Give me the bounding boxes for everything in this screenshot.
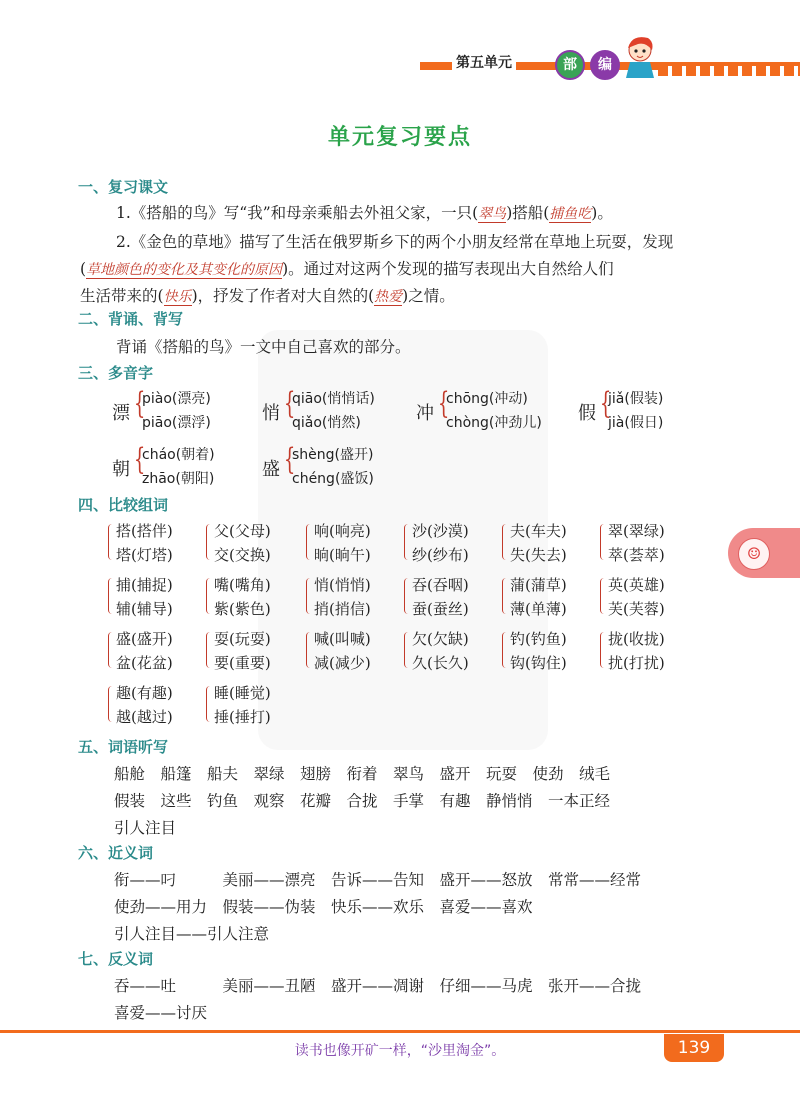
compare-word: 盛(盛开): [116, 630, 173, 648]
compare-word: 拢(收拢): [608, 630, 665, 648]
compare-word: 失(失去): [510, 546, 567, 564]
section-polyphones: 三、多音字: [78, 364, 154, 382]
brace-icon: [502, 524, 508, 560]
compare-word: 沙(沙漠): [412, 522, 469, 540]
compare-word: 钓(钓鱼): [510, 630, 567, 648]
section-synonyms: 六、近义词: [78, 844, 154, 862]
compare-word: 趣(有趣): [116, 684, 173, 702]
brace-icon: [502, 578, 508, 614]
polyphone-char: 朝: [112, 459, 130, 480]
cartoon-face-icon: ☺: [738, 538, 770, 570]
compare-word: 捕(捕捉): [116, 576, 173, 594]
review-line-4: 生活带来的(快乐)，抒发了作者对大自然的(热爱)之情。: [80, 287, 455, 305]
edition-chip-1: 部: [555, 50, 585, 80]
edition-chip-2: 编: [590, 50, 620, 80]
brace-icon: [404, 578, 410, 614]
brace-icon: [306, 578, 312, 614]
brace-icon: [306, 632, 312, 668]
polyphone-char: 悄: [262, 403, 280, 424]
brace-icon: [600, 524, 606, 560]
polyphone-reading: cháo(朝着): [142, 447, 215, 463]
recite-text: 背诵《搭船的鸟》一文中自己喜欢的部分。: [116, 338, 411, 356]
compare-word: 搭(搭伴): [116, 522, 173, 540]
polyphone-reading: chōng(冲动): [446, 391, 528, 407]
polyphone-reading: zhāo(朝阳): [142, 471, 215, 487]
brace-icon: [600, 632, 606, 668]
polyphone-reading: qiǎo(悄然): [292, 415, 361, 431]
compare-word: 欠(欠缺): [412, 630, 469, 648]
polyphone-reading: qiāo(悄悄话): [292, 391, 375, 407]
brace-icon: [306, 524, 312, 560]
polyphone-char: 冲: [416, 403, 434, 424]
dictation-line-2: 假装 这些 钓鱼 观察 花瓣 合拢 手掌 有趣 静悄悄 一本正经: [114, 792, 611, 810]
polyphone-reading: piào(漂亮): [142, 391, 211, 407]
compare-word: 久(长久): [412, 654, 469, 672]
compare-word: 喊(叫喊): [314, 630, 371, 648]
compare-word: 萃(荟萃): [608, 546, 665, 564]
polyphone-reading: chéng(盛饭): [292, 471, 374, 487]
compare-word: 芙(芙蓉): [608, 600, 665, 618]
brace-icon: [404, 524, 410, 560]
compare-word: 捶(捶打): [214, 708, 271, 726]
compare-word: 睡(睡觉): [214, 684, 271, 702]
brace-icon: {: [133, 386, 146, 421]
section-recite: 二、背诵、背写: [78, 310, 184, 328]
polyphone-char: 假: [578, 403, 596, 424]
section-dictation: 五、词语听写: [78, 738, 169, 756]
brace-icon: [108, 524, 114, 560]
compare-word: 翠(翠绿): [608, 522, 665, 540]
brace-icon: [108, 686, 114, 722]
compare-word: 盆(花盆): [116, 654, 173, 672]
footer-motto: 读书也像开矿一样，“沙里淘金”。: [294, 1043, 506, 1059]
compare-word: 父(父母): [214, 522, 271, 540]
review-line-2: 2.《金色的草地》描写了生活在俄罗斯乡下的两个小朋友经常在草地上玩耍，发现: [116, 233, 674, 251]
compare-word: 吞(吞咽): [412, 576, 469, 594]
compare-word: 紫(紫色): [214, 600, 271, 618]
compare-word: 辅(辅导): [116, 600, 173, 618]
compare-word: 钩(钩住): [510, 654, 567, 672]
synonym-line-3: 引人注目——引人注意: [114, 925, 270, 943]
compare-word: 减(减少): [314, 654, 371, 672]
unit-label: 第五单元: [452, 52, 516, 72]
brace-icon: [206, 578, 212, 614]
compare-word: 扰(打扰): [608, 654, 665, 672]
compare-word: 耍(玩耍): [214, 630, 271, 648]
review-line-1: 1.《搭船的鸟》写“我”和母亲乘船去外祖父家，一只(翠鸟)搭船(捕鱼吃)。: [116, 204, 613, 222]
section-compare-words: 四、比较组词: [78, 496, 169, 514]
brace-icon: [206, 686, 212, 722]
antonym-line-2: 喜爱——讨厌: [114, 1004, 208, 1022]
antonym-line-1: 吞——吐 美丽——丑陋 盛开——凋谢 仔细——马虎 张开——合拢: [114, 977, 642, 995]
brace-icon: [600, 578, 606, 614]
dictation-line-3: 引人注目: [114, 819, 177, 837]
review-line-3: (草地颜色的变化及其变化的原因)。通过对这两个发现的描写表现出大自然给人们: [80, 260, 614, 278]
mascot-girl-icon: [618, 32, 666, 80]
page-title: 单元复习要点: [327, 124, 472, 150]
polyphone-reading: chòng(冲劲儿): [446, 415, 542, 431]
polyphone-char: 漂: [112, 403, 130, 424]
compare-word: 越(越过): [116, 708, 173, 726]
brace-icon: {: [133, 442, 146, 477]
brace-icon: [206, 632, 212, 668]
polyphone-reading: jià(假日): [608, 415, 664, 431]
brace-icon: {: [437, 386, 450, 421]
brace-icon: [206, 524, 212, 560]
synonym-line-2: 使劲——用力 假装——伪装 快乐——欢乐 喜爱——喜欢: [114, 898, 533, 916]
polyphone-char: 盛: [262, 459, 280, 480]
compare-word: 蚕(蚕丝): [412, 600, 469, 618]
section-antonyms: 七、反义词: [78, 950, 154, 968]
compare-word: 夫(车夫): [510, 522, 567, 540]
compare-word: 捎(捎信): [314, 600, 371, 618]
compare-word: 塔(灯塔): [116, 546, 173, 564]
compare-word: 响(响亮): [314, 522, 371, 540]
brace-icon: [108, 578, 114, 614]
compare-word: 要(重要): [214, 654, 271, 672]
brace-icon: {: [283, 386, 296, 421]
footer-line: [0, 1030, 800, 1033]
brace-icon: {: [599, 386, 612, 421]
dictation-line-1: 船舱 船篷 船夫 翠绿 翅膀 衔着 翠鸟 盛开 玩耍 使劲 绒毛: [114, 765, 611, 783]
brace-icon: {: [283, 442, 296, 477]
synonym-line-1: 衔——叼 美丽——漂亮 告诉——告知 盛开——怒放 常常——经常: [114, 871, 642, 889]
compare-word: 嘴(嘴角): [214, 576, 271, 594]
compare-word: 悄(悄悄): [314, 576, 371, 594]
header-checker-band: [658, 66, 800, 76]
page-number: 139: [664, 1034, 724, 1062]
compare-word: 薄(单薄): [510, 600, 567, 618]
compare-word: 纱(纱布): [412, 546, 469, 564]
polyphone-reading: shèng(盛开): [292, 447, 374, 463]
compare-word: 英(英雄): [608, 576, 665, 594]
compare-word: 交(交换): [214, 546, 271, 564]
brace-icon: [502, 632, 508, 668]
brace-icon: [404, 632, 410, 668]
compare-word: 蒲(蒲草): [510, 576, 567, 594]
brace-icon: [108, 632, 114, 668]
compare-word: 晌(晌午): [314, 546, 371, 564]
polyphone-reading: jiǎ(假装): [608, 391, 664, 407]
section-review-texts: 一、复习课文: [78, 178, 169, 196]
polyphone-reading: piāo(漂浮): [142, 415, 211, 431]
